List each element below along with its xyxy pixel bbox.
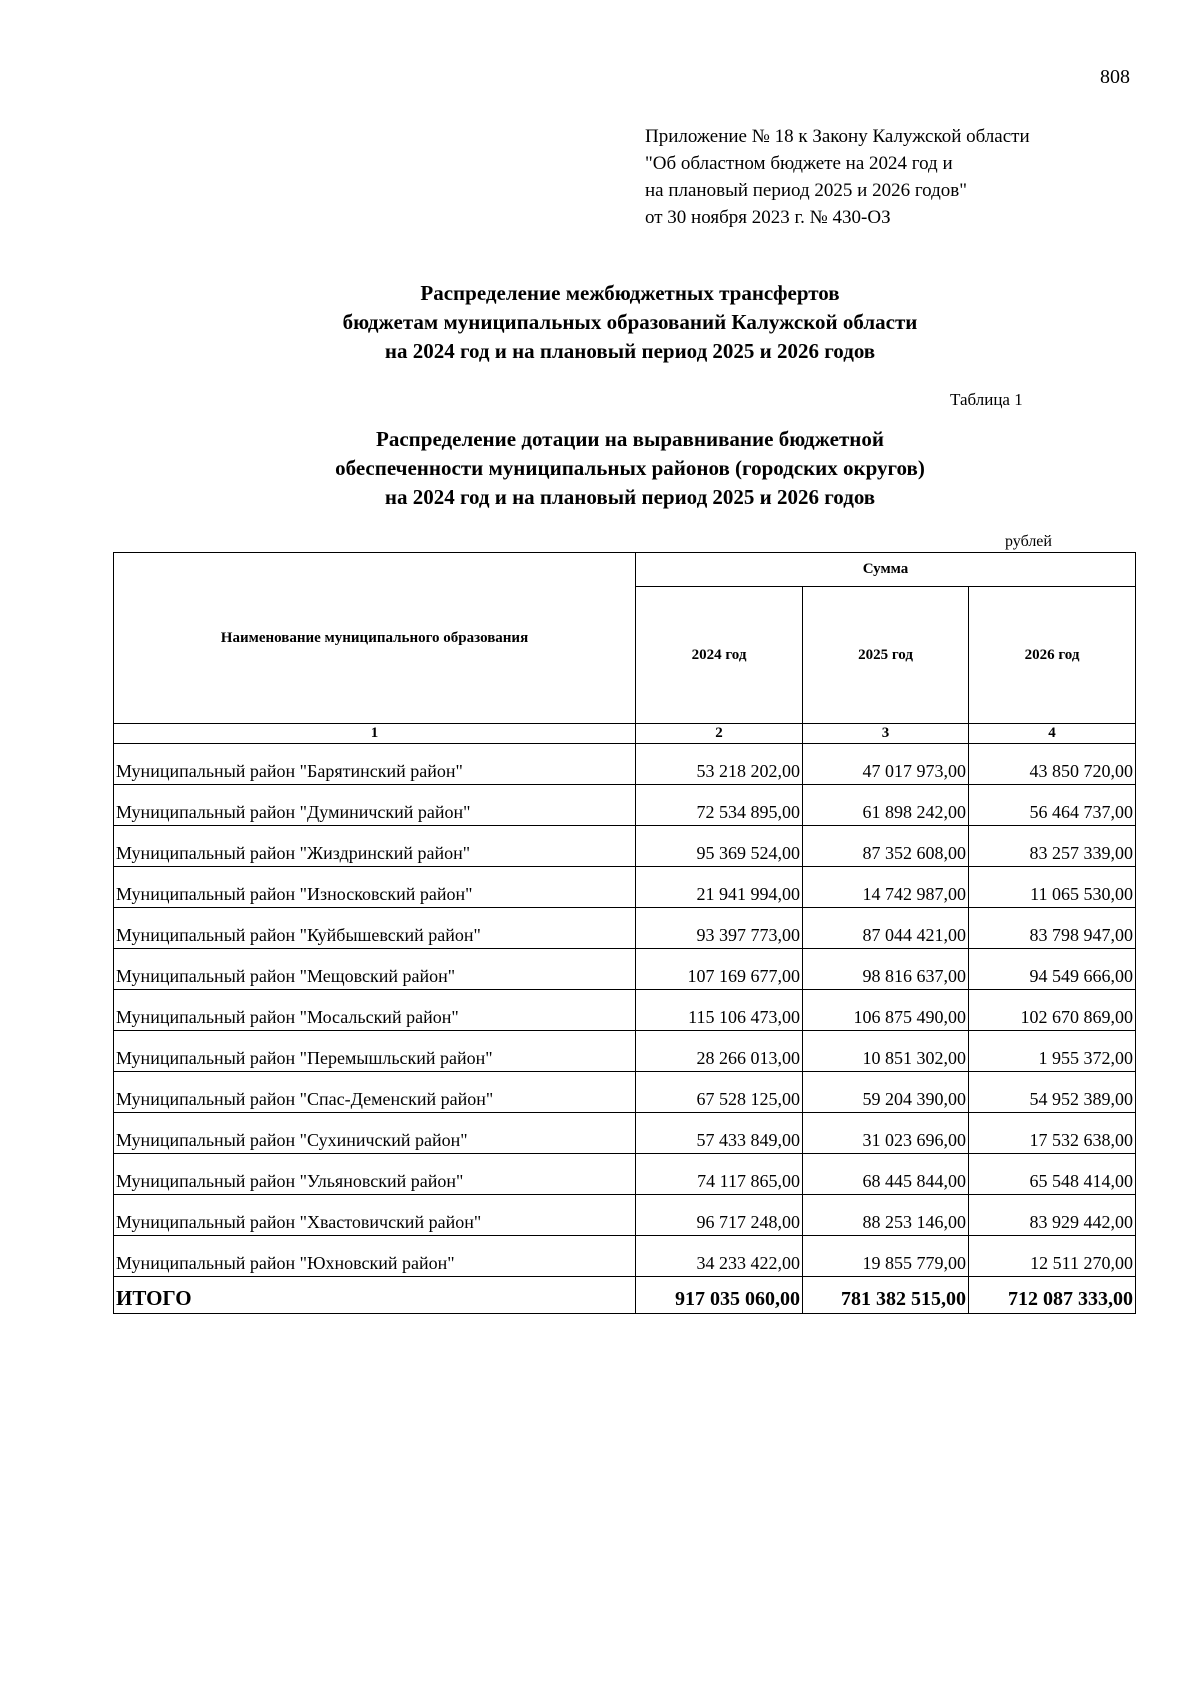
table-row	[114, 1195, 1136, 1236]
col-number: 3	[803, 724, 969, 744]
row-value-2025: 47 017 973,00	[803, 744, 969, 785]
row-value-2024: 28 266 013,00	[636, 1031, 803, 1072]
col-number: 1	[114, 724, 636, 744]
main-title	[200, 279, 1060, 366]
row-value-2024: 93 397 773,00	[636, 908, 803, 949]
table-row	[114, 867, 1136, 908]
table-row	[114, 1236, 1136, 1277]
table-row	[114, 1031, 1136, 1072]
table-title	[200, 425, 1060, 512]
row-value-2025: 61 898 242,00	[803, 785, 969, 826]
total-row	[114, 1277, 1136, 1314]
header-year-2025: 2025 год	[803, 587, 969, 724]
total-value-2024: 917 035 060,00	[636, 1277, 803, 1314]
header-sum: Сумма	[636, 553, 1136, 587]
row-name: Муниципальный район "Хвастовичский район"	[114, 1195, 636, 1236]
table-row	[114, 908, 1136, 949]
header-year-2026: 2026 год	[969, 587, 1136, 724]
appendix-line: Приложение № 18 к Закону Калужской области	[645, 126, 1030, 147]
row-value-2026: 17 532 638,00	[969, 1113, 1136, 1154]
row-name: Муниципальный район "Спас-Деменский район"	[114, 1072, 636, 1113]
appendix-line: "Об областном бюджете на 2024 год и	[645, 153, 953, 174]
table-row	[114, 1154, 1136, 1195]
row-value-2024: 57 433 849,00	[636, 1113, 803, 1154]
row-value-2026: 83 929 442,00	[969, 1195, 1136, 1236]
row-value-2024: 96 717 248,00	[636, 1195, 803, 1236]
table-row	[114, 1113, 1136, 1154]
row-name: Муниципальный район "Ульяновский район"	[114, 1154, 636, 1195]
table-row	[114, 949, 1136, 990]
row-value-2026: 65 548 414,00	[969, 1154, 1136, 1195]
row-value-2025: 31 023 696,00	[803, 1113, 969, 1154]
total-value-2026: 712 087 333,00	[969, 1277, 1136, 1314]
row-value-2026: 1 955 372,00	[969, 1031, 1136, 1072]
row-value-2025: 59 204 390,00	[803, 1072, 969, 1113]
row-value-2026: 83 257 339,00	[969, 826, 1136, 867]
row-value-2024: 115 106 473,00	[636, 990, 803, 1031]
row-value-2026: 43 850 720,00	[969, 744, 1136, 785]
table-title-line: обеспеченности муниципальных районов (городских округов)	[335, 456, 925, 480]
row-value-2025: 88 253 146,00	[803, 1195, 969, 1236]
row-name: Муниципальный район "Перемышльский район"	[114, 1031, 636, 1072]
page-number: 808	[1100, 66, 1130, 88]
table-row	[114, 826, 1136, 867]
subsidy-table	[113, 552, 1136, 1314]
row-value-2024: 67 528 125,00	[636, 1072, 803, 1113]
row-value-2026: 83 798 947,00	[969, 908, 1136, 949]
appendix-line: от 30 ноября 2023 г. № 430-ОЗ	[645, 207, 891, 228]
row-value-2025: 87 044 421,00	[803, 908, 969, 949]
header-name: Наименование муниципального образования	[114, 553, 636, 724]
units-label: рублей	[1005, 533, 1052, 550]
table-row	[114, 1072, 1136, 1113]
row-value-2026: 54 952 389,00	[969, 1072, 1136, 1113]
table-row	[114, 744, 1136, 785]
row-value-2026: 11 065 530,00	[969, 867, 1136, 908]
total-label: ИТОГО	[114, 1277, 636, 1314]
row-value-2025: 87 352 608,00	[803, 826, 969, 867]
row-value-2024: 34 233 422,00	[636, 1236, 803, 1277]
table-row	[114, 785, 1136, 826]
row-name: Муниципальный район "Износковский район"	[114, 867, 636, 908]
row-value-2025: 10 851 302,00	[803, 1031, 969, 1072]
row-value-2025: 19 855 779,00	[803, 1236, 969, 1277]
row-value-2025: 98 816 637,00	[803, 949, 969, 990]
appendix-line: на плановый период 2025 и 2026 годов"	[645, 180, 967, 201]
row-value-2024: 107 169 677,00	[636, 949, 803, 990]
col-number: 4	[969, 724, 1136, 744]
header-year-2024: 2024 год	[636, 587, 803, 724]
appendix-note	[645, 123, 1145, 231]
col-number: 2	[636, 724, 803, 744]
row-name: Муниципальный район "Думиничский район"	[114, 785, 636, 826]
table-title-line: на 2024 год и на плановый период 2025 и 2026 годов	[384, 485, 876, 509]
main-title-line: Распределение межбюджетных трансфертов	[420, 281, 840, 305]
row-value-2024: 53 218 202,00	[636, 744, 803, 785]
row-value-2025: 14 742 987,00	[803, 867, 969, 908]
row-name: Муниципальный район "Барятинский район"	[114, 744, 636, 785]
total-value-2025: 781 382 515,00	[803, 1277, 969, 1314]
row-value-2026: 102 670 869,00	[969, 990, 1136, 1031]
table-title-line: Распределение дотации на выравнивание бюджетной	[376, 427, 884, 451]
row-value-2026: 94 549 666,00	[969, 949, 1136, 990]
row-name: Муниципальный район "Мещовский район"	[114, 949, 636, 990]
row-name: Муниципальный район "Юхновский район"	[114, 1236, 636, 1277]
row-value-2026: 12 511 270,00	[969, 1236, 1136, 1277]
table-label: Таблица 1	[950, 390, 1023, 409]
row-value-2025: 106 875 490,00	[803, 990, 969, 1031]
row-name: Муниципальный район "Сухиничский район"	[114, 1113, 636, 1154]
main-title-line: бюджетам муниципальных образований Калужской области	[342, 310, 918, 334]
row-value-2024: 21 941 994,00	[636, 867, 803, 908]
row-value-2024: 72 534 895,00	[636, 785, 803, 826]
row-name: Муниципальный район "Куйбышевский район"	[114, 908, 636, 949]
row-value-2025: 68 445 844,00	[803, 1154, 969, 1195]
row-value-2024: 95 369 524,00	[636, 826, 803, 867]
main-title-line: на 2024 год и на плановый период 2025 и 2026 годов	[384, 339, 876, 363]
row-value-2024: 74 117 865,00	[636, 1154, 803, 1195]
row-value-2026: 56 464 737,00	[969, 785, 1136, 826]
table-row	[114, 990, 1136, 1031]
row-name: Муниципальный район "Мосальский район"	[114, 990, 636, 1031]
row-name: Муниципальный район "Жиздринский район"	[114, 826, 636, 867]
